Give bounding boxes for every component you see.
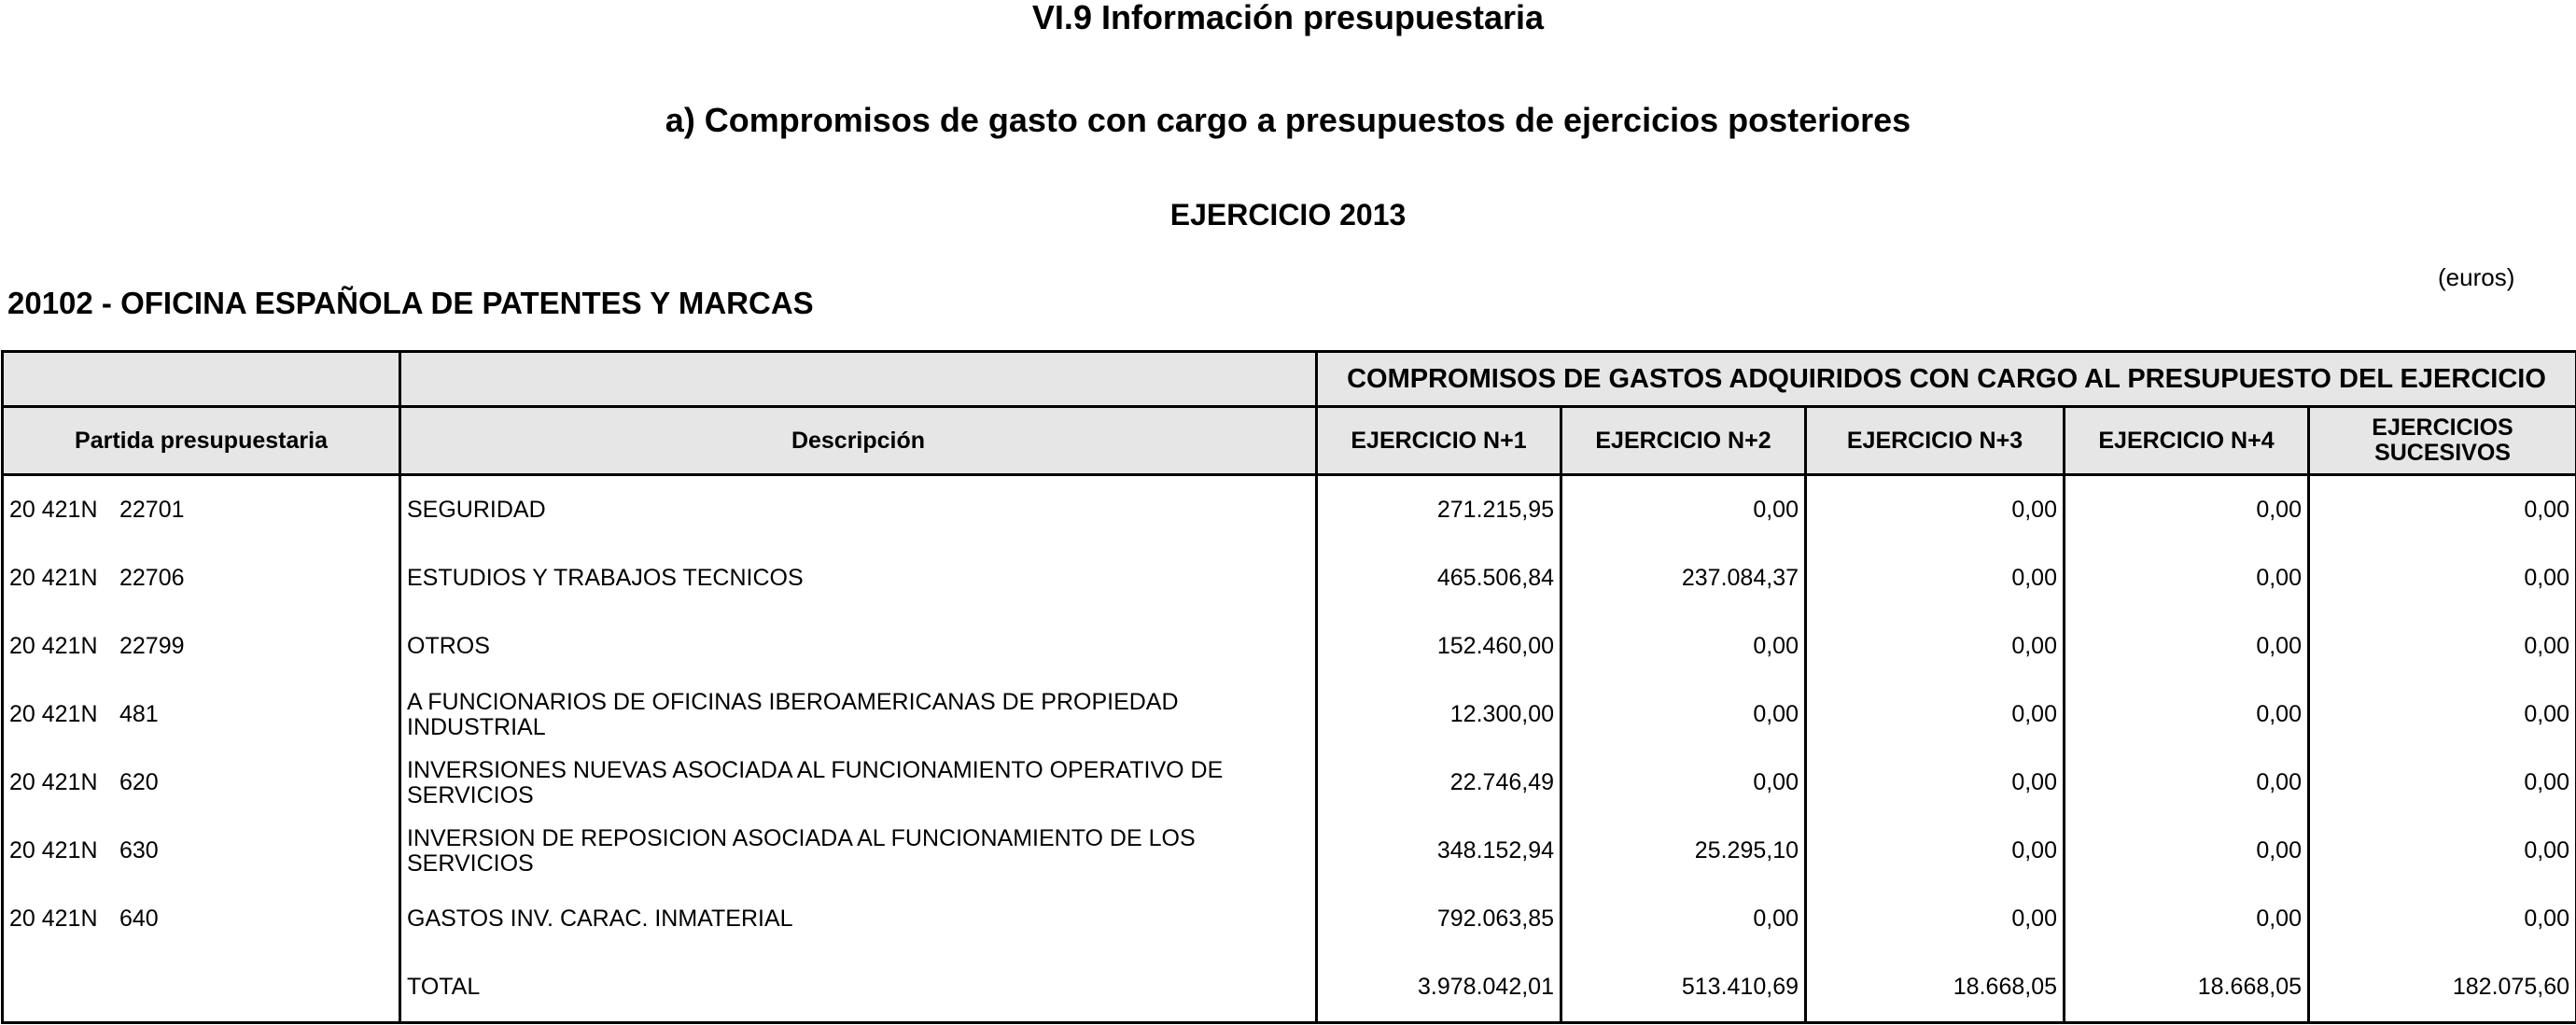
header-blank-partida [3,352,400,407]
partida-cell [3,681,400,749]
n2-cell: 25.295,10 [1561,817,1806,885]
programa-code: 20 421N [9,701,98,727]
total-n2: 513.410,69 [1561,953,1806,1023]
sucesivos-cell: 0,00 [2309,885,2576,953]
total-partida-cell [3,953,400,1023]
table-row [3,681,2576,749]
economica-code: 22799 [119,633,185,659]
partida-cell [3,749,400,817]
n3-cell: 0,00 [1806,749,2065,817]
descripcion-cell: INVERSIONES NUEVAS ASOCIADA AL FUNCIONAMIENTO OPERATIVO DE SERVICIOS [400,749,1317,817]
descripcion-cell: INVERSION DE REPOSICION ASOCIADA AL FUNCIONAMIENTO DE LOS SERVICIOS [400,817,1317,885]
units-label: (euros) [2438,263,2515,291]
n3-cell: 0,00 [1806,544,2065,612]
n4-cell: 0,00 [2065,475,2309,545]
table-row [3,612,2576,681]
n2-cell: 0,00 [1561,475,1806,545]
economica-code: 22701 [119,497,185,523]
column-header-n3: EJERCICIO N+3 [1806,407,2065,475]
programa-code: 20 421N [9,769,98,795]
n4-cell: 0,00 [2065,885,2309,953]
column-header-n1: EJERCICIO N+1 [1317,407,1561,475]
n3-cell: 0,00 [1806,885,2065,953]
n1-cell: 22.746,49 [1317,749,1561,817]
n1-cell: 465.506,84 [1317,544,1561,612]
total-n4: 18.668,05 [2065,953,2309,1023]
sucesivos-cell: 0,00 [2309,544,2576,612]
page-title: VI.9 Información presupuestaria [1031,0,1545,36]
sucesivos-cell: 0,00 [2309,749,2576,817]
descripcion-cell: GASTOS INV. CARAC. INMATERIAL [400,885,1317,953]
n1-cell: 12.300,00 [1317,681,1561,749]
partida-cell [3,475,400,545]
n2-cell: 0,00 [1561,885,1806,953]
economica-code: 620 [119,769,159,795]
partida-cell [3,544,400,612]
n4-cell: 0,00 [2065,681,2309,749]
n3-cell: 0,00 [1806,681,2065,749]
sucesivos-cell: 0,00 [2309,817,2576,885]
partida-cell [3,612,400,681]
table-row [3,885,2576,953]
column-header-n4: EJERCICIO N+4 [2065,407,2309,475]
total-row [3,953,2576,1023]
descripcion-cell: OTROS [400,612,1317,681]
page-subtitle: a) Compromisos de gasto con cargo a presupuestos de ejercicios posteriores [665,101,1911,139]
n1-cell: 792.063,85 [1317,885,1561,953]
n4-cell: 0,00 [2065,544,2309,612]
descripcion-cell: SEGURIDAD [400,475,1317,545]
n4-cell: 0,00 [2065,612,2309,681]
n1-cell: 271.215,95 [1317,475,1561,545]
column-header-descripcion: Descripción [400,407,1317,475]
economica-code: 640 [119,906,159,932]
total-label: TOTAL [400,953,1317,1023]
n2-cell: 0,00 [1561,749,1806,817]
column-header-sucesivos: EJERCICIOS SUCESIVOS [2309,407,2576,475]
sucesivos-cell: 0,00 [2309,681,2576,749]
economica-code: 630 [119,837,159,864]
table-row [3,749,2576,817]
economica-code: 22706 [119,565,185,591]
programa-code: 20 421N [9,565,98,591]
fiscal-year: EJERCICIO 2013 [1169,198,1407,232]
n2-cell: 0,00 [1561,612,1806,681]
n4-cell: 0,00 [2065,817,2309,885]
economica-code: 481 [119,701,159,727]
sucesivos-cell: 0,00 [2309,475,2576,545]
budget-commitments-table [1,350,2576,1024]
group-header: COMPROMISOS DE GASTOS ADQUIRIDOS CON CARGO AL PRESUPUESTO DEL EJERCICIO [1317,352,2576,407]
programa-code: 20 421N [9,497,98,523]
sucesivos-cell: 0,00 [2309,612,2576,681]
total-n1: 3.978.042,01 [1317,953,1561,1023]
n4-cell: 0,00 [2065,749,2309,817]
partida-cell [3,817,400,885]
n2-cell: 237.084,37 [1561,544,1806,612]
table-row [3,544,2576,612]
table-row [3,475,2576,545]
n1-cell: 348.152,94 [1317,817,1561,885]
n3-cell: 0,00 [1806,612,2065,681]
programa-code: 20 421N [9,633,98,659]
programa-code: 20 421N [9,906,98,932]
n2-cell: 0,00 [1561,681,1806,749]
descripcion-cell: ESTUDIOS Y TRABAJOS TECNICOS [400,544,1317,612]
n3-cell: 0,00 [1806,475,2065,545]
n1-cell: 152.460,00 [1317,612,1561,681]
column-header-n2: EJERCICIO N+2 [1561,407,1806,475]
total-sucesivos: 182.075,60 [2309,953,2576,1023]
header-blank-descripcion [400,352,1317,407]
total-n3: 18.668,05 [1806,953,2065,1023]
partida-cell [3,885,400,953]
n3-cell: 0,00 [1806,817,2065,885]
column-header-partida: Partida presupuestaria [3,407,400,475]
descripcion-cell: A FUNCIONARIOS DE OFICINAS IBEROAMERICANAS DE PROPIEDAD INDUSTRIAL [400,681,1317,749]
table-row [3,817,2576,885]
programa-code: 20 421N [9,837,98,864]
entity-name: 20102 - OFICINA ESPAÑOLA DE PATENTES Y MARCAS [7,286,814,320]
